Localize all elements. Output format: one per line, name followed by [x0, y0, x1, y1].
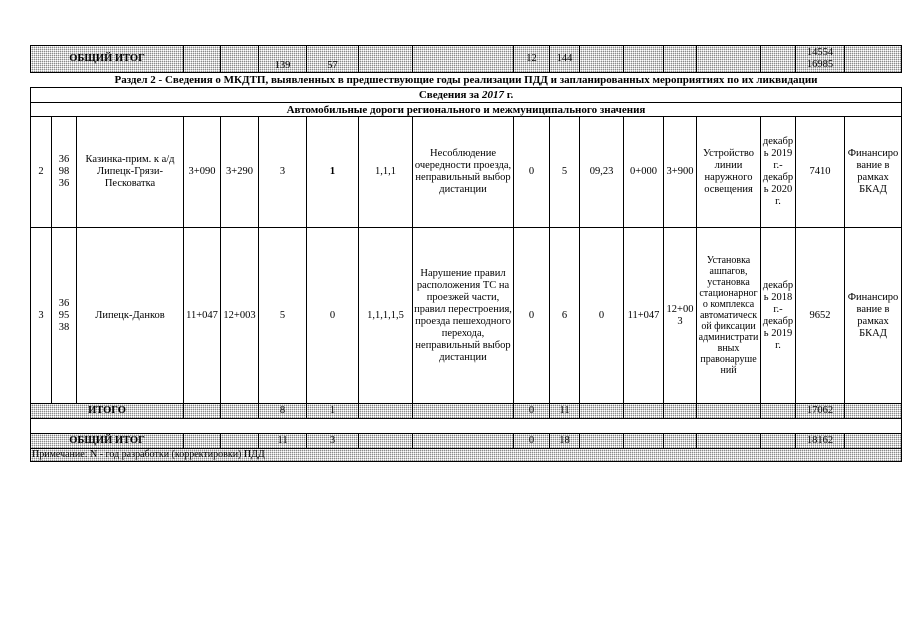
top-total-row: [31, 46, 902, 73]
segment-end: 12+003: [221, 228, 259, 404]
note-row: [31, 449, 902, 462]
report-table: [30, 45, 902, 462]
grand-total-c11: 18: [550, 434, 580, 449]
accident-codes: 1,1,1: [359, 117, 413, 228]
road-code: 36 98 36: [52, 117, 77, 228]
itogo-c11: 11: [550, 404, 580, 419]
top-total-c6: 57: [307, 46, 359, 73]
road-category: Автомобильные дороги регионального и межмуниципального значения: [31, 103, 902, 117]
funding-source: Финансирование в рамках БКАД: [845, 228, 902, 404]
planned-measure: Устройство линии наружного освещения: [697, 117, 761, 228]
row-num: 3: [31, 228, 52, 404]
grand-total-row: [31, 434, 902, 449]
top-total-c16: 14554 16985: [796, 46, 845, 73]
itogo-c10: 0: [514, 404, 550, 419]
killed: 1: [307, 117, 359, 228]
cost: 7410: [796, 117, 845, 228]
cost: 9652: [796, 228, 845, 404]
road-name: Липецк-Данков: [77, 228, 184, 404]
road-category-row: [31, 103, 902, 117]
planned-measure: Установка ашпагов, установка стационарного комплекса автоматической фиксации административных правонарушений: [697, 228, 761, 404]
col-11: 6: [550, 228, 580, 404]
year-prefix: Сведения за: [418, 89, 482, 101]
top-total-c5: 139: [259, 46, 307, 73]
itogo-row: [31, 404, 902, 419]
grand-total-c6: 3: [307, 434, 359, 449]
col-11: 5: [550, 117, 580, 228]
funding-source: Финансирование в рамках БКАД: [845, 117, 902, 228]
top-total-c10: 12: [514, 46, 550, 73]
itogo-c6: 1: [307, 404, 359, 419]
grand-total-label: ОБЩИЙ ИТОГ: [69, 435, 145, 446]
col-12: 09,23: [580, 117, 624, 228]
section-title: Раздел 2 - Сведения о МКДТП, выявленных в предшествующие годы реализации ПДД и запланированных мероприятиях по их ликвидации: [31, 73, 902, 88]
measure-start: 0+000: [624, 117, 664, 228]
road-name: Казинка-прим. к а/д Липецк-Грязи-Песковатка: [77, 117, 184, 228]
year-suffix: г.: [503, 89, 514, 101]
top-total-c11: 144: [550, 46, 580, 73]
year-value: 2017: [481, 89, 504, 101]
year-header-row: [31, 88, 902, 103]
table-row: [31, 228, 902, 404]
grand-total-c16: 18162: [796, 434, 845, 449]
killed: 0: [307, 228, 359, 404]
itogo-c16: 17062: [796, 404, 845, 419]
col-10: 0: [514, 228, 550, 404]
measure-start: 11+047: [624, 228, 664, 404]
segment-start: 11+047: [184, 228, 221, 404]
itogo-label: ИТОГО: [88, 405, 126, 416]
deadline: декабрь 2018 г.-декабрь 2019 г.: [761, 228, 796, 404]
accident-codes: 1,1,1,1,5: [359, 228, 413, 404]
section-title-row: [31, 73, 902, 88]
measure-end: 12+003: [664, 228, 697, 404]
grand-total-c10: 0: [514, 434, 550, 449]
accident-cause: Нарушение правил расположения ТС на проезжей части, правил перестроения, проезда пешеходного перехода, неправильный выбор дистанции: [413, 228, 514, 404]
table-row: [31, 117, 902, 228]
col-12: 0: [580, 228, 624, 404]
row-num: 2: [31, 117, 52, 228]
road-code: 36 95 38: [52, 228, 77, 404]
segment-end: 3+290: [221, 117, 259, 228]
measure-end: 3+900: [664, 117, 697, 228]
empty-row: [31, 419, 902, 434]
itogo-c5: 8: [259, 404, 307, 419]
footnote: Примечание: N - год разработки (корректировки) ПДД: [31, 449, 902, 462]
grand-total-c5: 11: [259, 434, 307, 449]
col-10: 0: [514, 117, 550, 228]
accidents: 3: [259, 117, 307, 228]
deadline: декабрь 2019 г.-декабрь 2020 г.: [761, 117, 796, 228]
report-page: [30, 45, 899, 462]
segment-start: 3+090: [184, 117, 221, 228]
accident-cause: Несоблюдение очередности проезда, неправильный выбор дистанции: [413, 117, 514, 228]
accidents: 5: [259, 228, 307, 404]
top-total-label: ОБЩИЙ ИТОГ: [69, 53, 145, 64]
